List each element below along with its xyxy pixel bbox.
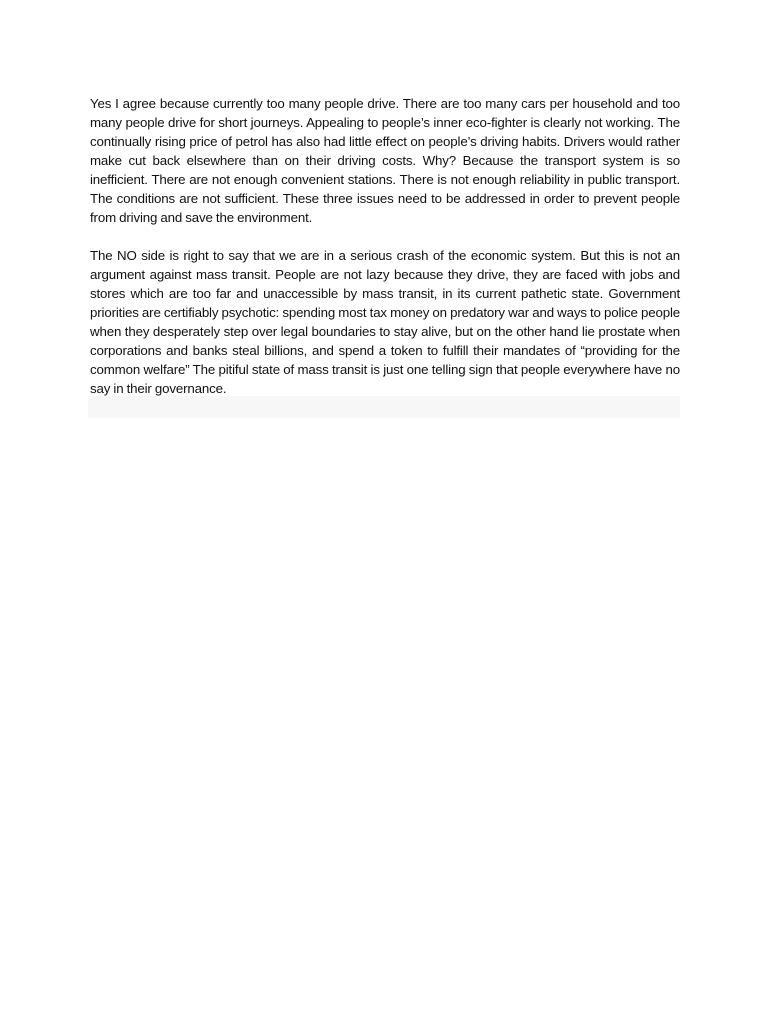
paragraph-no-side: The NO side is right to say that we are in a serious crash of the economic system. But this is not an argument against mass transit. People are not lazy because they drive, they are faced with jobs and stores which are too far and unaccessible by mass transit, in its current pathetic state. Government priorities are certifiably psychotic: spending most tax money on predatory war and ways to police people when they desperately step over legal boundaries to stay alive, but on the other hand lie prostate when corporations and banks steal billions, and spend a token to fulfill their mandates of “providing for the common welfare” The pitiful state of mass transit is just one telling sign that people everywhere have no say in their governance. — [90, 248, 680, 396]
body-text — [90, 94, 680, 398]
shaded-band — [88, 396, 680, 418]
paragraph-agree: Yes I agree because currently too many people drive. There are too many cars per household and too many people drive for short journeys. Appealing to people’s inner eco-fighter is clearly not working. The continually rising price of petrol has also had little effect on people’s driving habits. Drivers would rather make cut back elsewhere than on their driving costs. Why? Because the transport system is so inefficient. There are not enough convenient stations. There is not enough reliability in public transport. The conditions are not sufficient. These three issues need to be addressed in order to prevent people from driving and save the environment. — [90, 96, 680, 225]
